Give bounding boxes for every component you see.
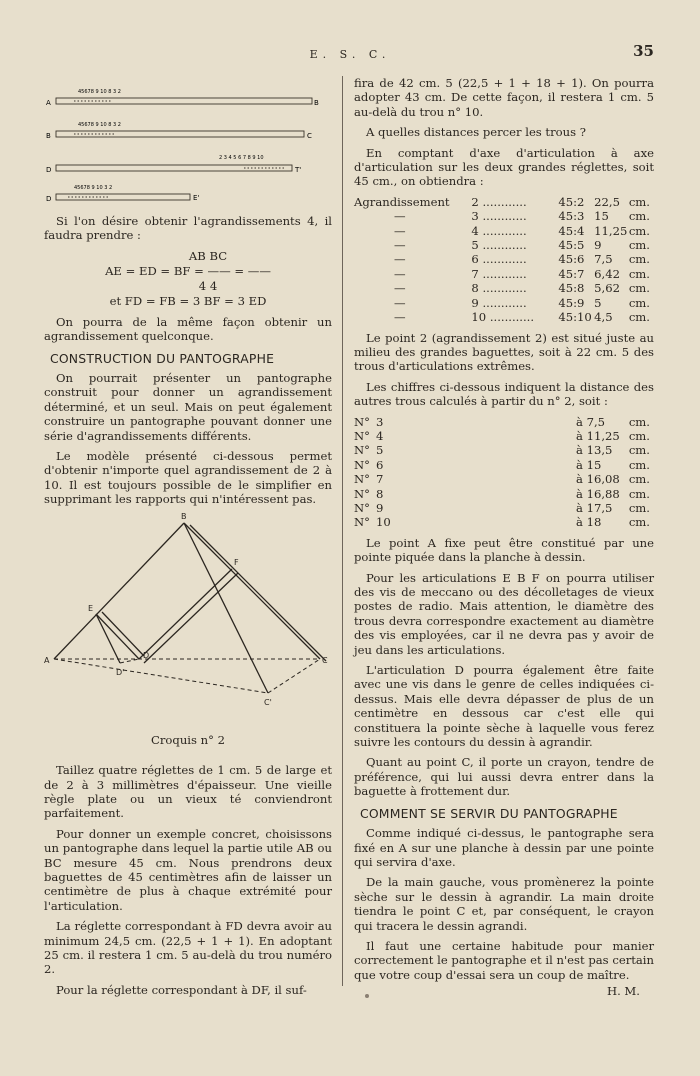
hole-unit: cm. [628, 486, 650, 501]
enlargement-label: — [394, 281, 406, 296]
diagram-label-c: C [322, 655, 328, 665]
hole-unit: cm. [628, 457, 650, 472]
enlargement-number: 4 ............ [471, 223, 527, 238]
hole-label: N° [354, 486, 370, 501]
formula [44, 249, 332, 309]
hole-unit: cm. [628, 443, 650, 458]
enlargement-row [354, 195, 650, 209]
enlargement-label: — [394, 310, 406, 325]
diagram-label-e: E [88, 603, 94, 613]
bar-bc [184, 523, 320, 659]
column-divider [342, 76, 343, 986]
enlargement-value: 5,62 [594, 281, 620, 296]
enlargement-ratio: 45:7 [558, 266, 585, 281]
enlargement-row [354, 238, 650, 252]
enlargement-unit: cm. [628, 266, 650, 281]
intro-paragraph: Si l'on désire obtenir l'agrandissements 4, il faudra prendre : [44, 214, 332, 243]
enlargement-unit: cm. [628, 295, 650, 310]
enlargement-value: 9 [594, 238, 602, 253]
hole-number: 3 [376, 414, 384, 429]
enlargement-ratio: 45:3 [558, 209, 585, 224]
strip-3-label: D [46, 166, 52, 174]
figure-caption: Croquis n° 2 [151, 732, 225, 747]
hole-unit: cm. [628, 472, 650, 487]
diagram-label-a: A [44, 655, 50, 665]
hole-distance-table [354, 415, 650, 530]
hole-distance: à 15 [576, 457, 602, 472]
strip-4-end: E' [193, 194, 200, 202]
paragraph-exemple: Pour donner un exemple concret, choisissons un pantographe dans lequel la partie utile AB ou BC mesure 45 cm. Nous prendrons deux baguettes de 45 centimètres afin de laisser un centimètre de plus à chaque extrémité pour l'articulation. [44, 826, 332, 913]
hole-unit: cm. [628, 515, 650, 530]
paragraph-construction-2: Le modèle présenté ci-dessous permet d'obtenir n'importe quel agrandissement de 2 à 10. Il est toujours possible de le simplifier en supprimant les rapports qui n'intéressent pas. [44, 449, 332, 507]
diagram-label-d-prime: D' [116, 667, 125, 677]
paragraph-articulation-d: L'articulation D pourra également être faite avec une vis dans le genre de celles indiquées ci-dessus. Mais elle devra dépasser de plus de un centimètre en dessous car c'est elle qui constituera la pointe sèche à laquelle vous ferez suivre les contours du dessin à agrandir. [354, 663, 654, 750]
hole-distance: à 7,5 [576, 414, 606, 429]
formula-numerators: AB BC [188, 248, 228, 263]
hole-label: N° [354, 472, 370, 487]
bar-ed [96, 614, 139, 659]
paragraph-articulations: Pour les articulations E B F on pourra utiliser des vis de meccano ou des décolletages de vieux postes de radio. Mais attention, le diamètre des trous devra correspondre exactement au diamètre des vis employées, car il ne devra pas y avoir de jeu dans les articulations. [354, 570, 654, 657]
running-header: E. S. C. [309, 48, 391, 61]
enlargement-value: 4,5 [594, 310, 613, 325]
paragraph-point-a: Le point A fixe peut être constitué par une pointe piquée dans la planche à dessin. [354, 535, 654, 565]
pantograph-diagram [44, 513, 332, 733]
enlargement-number: 9 ............ [471, 295, 527, 310]
dashed-ac-prime [54, 659, 268, 693]
enlargement-number: 6 ............ [471, 252, 527, 267]
enlargement-ratio: 45:8 [558, 281, 585, 296]
right-column [354, 76, 654, 999]
enlargement-number: 5 ............ [471, 238, 527, 253]
formula-second: et FD = FB = 3 BF = 3 ED [109, 293, 267, 308]
bar-df [139, 569, 232, 659]
hole-distance-row [354, 472, 650, 486]
hole-label: N° [354, 414, 370, 429]
hole-distance: à 11,25 [576, 428, 620, 443]
enlargement-row [354, 209, 650, 223]
hole-label: N° [354, 515, 370, 530]
enlargement-unit: cm. [628, 209, 650, 224]
paragraph-point-c: Quant au point C, il porte un crayon, tendre de préférence, qui lui aussi devra entrer dans la baguette à frottement dur. [354, 755, 654, 799]
enlargement-row [354, 252, 650, 266]
dashed-d-dprime [120, 659, 139, 663]
paragraph-reglette-df: Pour la réglette correspondant à DF, il suf- [56, 982, 307, 997]
formula-main: AE = ED = BF = —— = —— [105, 263, 271, 278]
left-column [44, 76, 332, 1003]
paragraph-tailler: Taillez quatre réglettes de 1 cm. 5 de large et de 2 à 3 millimètres d'épaisseur. Une vieille règle plate ou un vieux té conviendront parfaitement. [44, 763, 332, 821]
enlargement-label: — [394, 223, 406, 238]
heading-usage: COMMENT SE SERVIR DU PANTOGRAPHE [360, 805, 618, 821]
strip-4-label: D [46, 195, 52, 203]
hole-unit: cm. [628, 428, 650, 443]
dashed-c-cprime [268, 659, 320, 693]
enlargement-row [354, 224, 650, 238]
strip-1 [56, 98, 312, 104]
paragraph-same-way: On pourra de la même façon obtenir un agrandissement quelconque. [44, 314, 332, 344]
hole-number: 4 [376, 428, 384, 443]
enlargement-ratio: 45:5 [558, 238, 585, 253]
strips-figure [44, 76, 332, 204]
question-line: A quelles distances percer les trous ? [366, 125, 586, 140]
strip-1-numbers: 45678 9 10 8 3 2 [78, 89, 121, 95]
enlargement-value: 5 [594, 295, 602, 310]
hole-distance: à 18 [576, 515, 602, 530]
strip-1-end: B [314, 99, 319, 107]
hole-distance-row [354, 415, 650, 429]
diagram-label-f: F [234, 557, 239, 567]
enlargement-row [354, 267, 650, 281]
hole-number: 10 [376, 515, 391, 530]
strip-4-numbers: 45678 9 10 3 2 [74, 185, 113, 191]
strip-2-end: C [307, 132, 312, 140]
enlargement-value: 15 [594, 209, 609, 224]
hole-distance: à 16,08 [576, 472, 620, 487]
enlargement-number: 2 ............ [471, 194, 527, 209]
strip-3-end: T' [295, 166, 302, 174]
diagram-label-c-prime: C' [264, 697, 272, 707]
enlargement-label: — [394, 252, 406, 267]
enlargement-number: 7 ............ [471, 266, 527, 281]
paragraph-usage-1: Comme indiqué ci-dessus, le pantographe sera fixé en A sur une planche à dessin par une pointe qui servira d'axe. [354, 826, 654, 869]
enlargement-ratio: 45:6 [558, 252, 585, 267]
diagram-label-d: D [143, 650, 150, 660]
enlargement-value: 7,5 [594, 252, 613, 267]
hole-distance: à 13,5 [576, 443, 613, 458]
hole-distance-row [354, 458, 650, 472]
bar-bc-edge [190, 525, 326, 661]
hole-distance-row [354, 443, 650, 457]
hole-number: 7 [376, 472, 384, 487]
enlargement-label: — [394, 238, 406, 253]
enlargement-unit: cm. [628, 281, 650, 296]
enlargement-table [354, 195, 650, 325]
enlargement-unit: cm. [628, 238, 650, 253]
enlargement-row [354, 296, 650, 310]
bar-ed-edge [102, 612, 144, 656]
paragraph-continued: fira de 42 cm. 5 (22,5 + 1 + 18 + 1). On pourra adopter 43 cm. De cette façon, il restera 1 cm. 5 au-delà du trou n° 10. [354, 76, 654, 119]
hole-distance-row [354, 501, 650, 515]
bar-bc-prime [184, 523, 268, 693]
hole-number: 9 [376, 500, 384, 515]
enlargement-unit: cm. [628, 252, 650, 267]
enlargement-ratio: 45:2 [558, 194, 585, 209]
enlargement-label: — [394, 209, 406, 224]
hole-number: 5 [376, 443, 384, 458]
paragraph-usage-2: De la main gauche, vous promènerez la pointe sèche sur le dessin à agrandir. La main droite tiendra le point C et, par conséquent, le crayon qui tracera le dessin agrandi. [354, 875, 654, 933]
paragraph-point-2: Le point 2 (agrandissement 2) est situé juste au milieu des grandes baguettes, soit à 22 cm. 5 des trous d'articulations extrêmes. [354, 330, 654, 374]
heading-construction: CONSTRUCTION DU PANTOGRAPHE [50, 350, 275, 366]
hole-distance-row [354, 515, 650, 529]
hole-distance-row [354, 429, 650, 443]
enlargement-value: 11,25 [594, 223, 628, 238]
strip-2 [56, 131, 304, 137]
strip-3-numbers: 2 3 4 5 6 7 8 9 10 [219, 155, 264, 161]
hole-distance: à 17,5 [576, 500, 613, 515]
enlargement-value: 6,42 [594, 266, 620, 281]
enlargement-row [354, 281, 650, 295]
hole-unit: cm. [628, 414, 650, 429]
hole-distance-row [354, 487, 650, 501]
hole-label: N° [354, 457, 370, 472]
author-signature: H. M. [606, 984, 640, 999]
paragraph-construction-1: On pourrait présenter un pantographe construit pour donner un agrandissement déterminé, et un seul. Mais on peut également construire un pantographe pouvant donner une série d'agrandissements différents. [44, 371, 332, 443]
hole-label: N° [354, 428, 370, 443]
bar-ed-prime [96, 614, 120, 663]
paragraph-reglette-fd: La réglette correspondant à FD devra avoir au minimum 24,5 cm. (22,5 + 1 + 1). En adoptant 25 cm. il restera 1 cm. 5 au-delà du trou numéro 2. [44, 919, 332, 977]
enlargement-row [354, 310, 650, 324]
enlargement-unit: cm. [628, 223, 650, 238]
enlargement-ratio: 45:10 [558, 310, 592, 325]
page-dot [365, 994, 369, 998]
enlargement-number: 3 ............ [471, 209, 527, 224]
enlargement-unit: cm. [628, 194, 650, 209]
hole-distance: à 16,88 [576, 486, 620, 501]
bar-df-edge [144, 573, 238, 663]
paragraph-usage-3: Il faut une certaine habitude pour manier correctement le pantographe et il n'est pas certain que votre coup d'essai sera un coup de maître. [354, 938, 654, 982]
strip-1-label: A [46, 99, 51, 107]
enlargement-label: — [394, 266, 406, 281]
enlargement-unit: cm. [628, 310, 650, 325]
strip-2-label: B [46, 132, 51, 140]
enlargement-label: Agrandissement [354, 194, 450, 209]
hole-number: 6 [376, 457, 384, 472]
hole-label: N° [354, 500, 370, 515]
strip-3 [56, 165, 292, 171]
hole-unit: cm. [628, 500, 650, 515]
paragraph-axes: En comptant d'axe d'articulation à axe d'articulation sur les deux grandes réglettes, soit 45 cm., on obtiendra : [354, 145, 654, 189]
enlargement-label: — [394, 295, 406, 310]
page-number: 35 [633, 42, 654, 60]
hole-number: 8 [376, 486, 384, 501]
enlargement-ratio: 45:9 [558, 295, 585, 310]
diagram-label-b: B [181, 512, 187, 521]
enlargement-ratio: 45:4 [558, 223, 585, 238]
hole-label: N° [354, 443, 370, 458]
paragraph-chiffres: Les chiffres ci-dessous indiquent la distance des autres trous calculés à partir du n° 2, soit : [354, 379, 654, 409]
enlargement-number: 10 ............ [471, 310, 535, 325]
formula-denominators: 4 4 [198, 278, 218, 293]
enlargement-number: 8 ............ [471, 281, 527, 296]
enlargement-value: 22,5 [594, 194, 620, 209]
strip-2-numbers: 45678 9 10 8 3 2 [78, 122, 121, 128]
